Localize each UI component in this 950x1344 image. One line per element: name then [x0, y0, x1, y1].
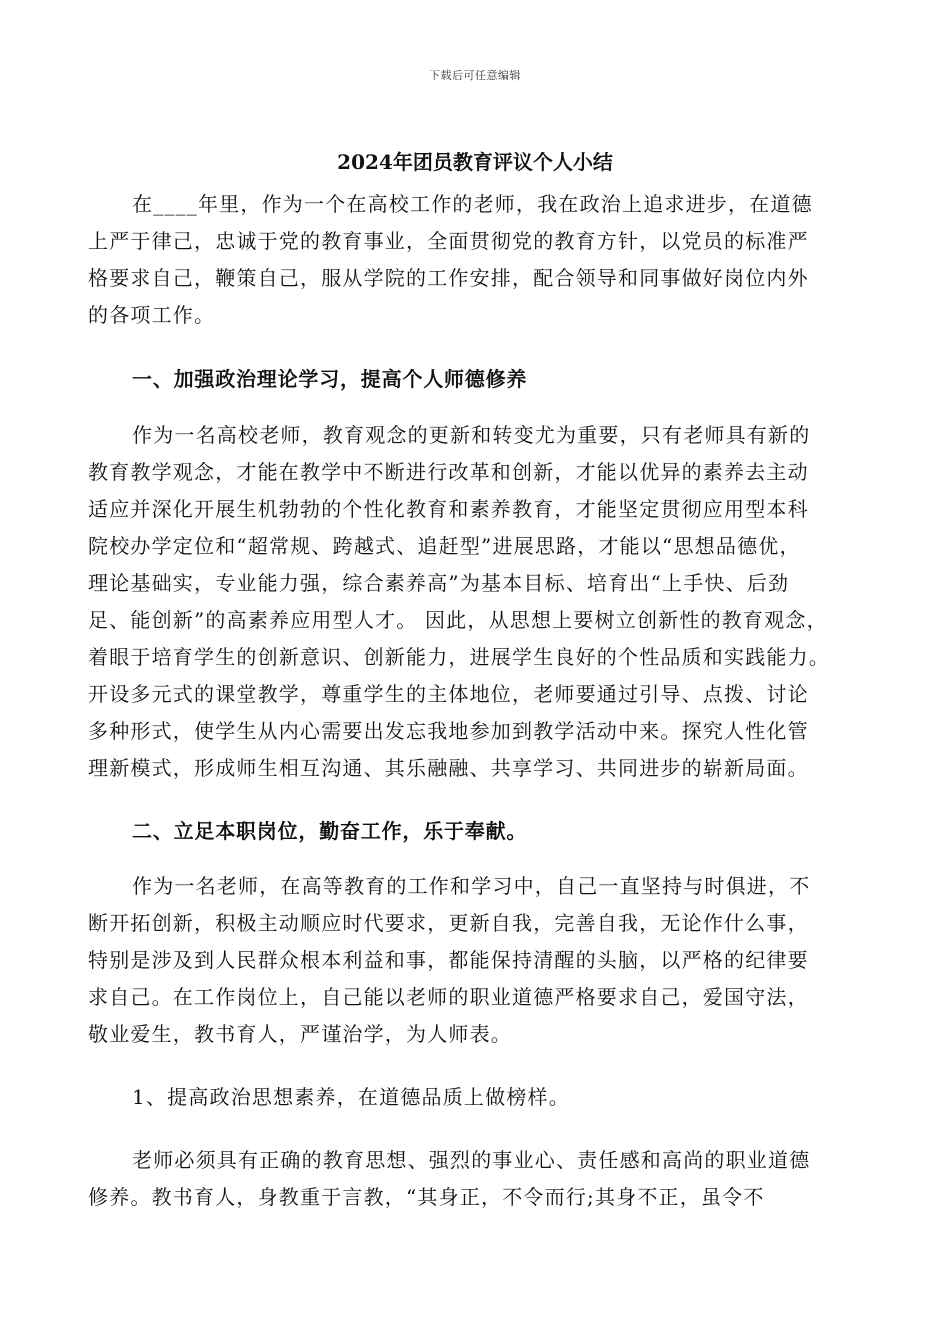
- paragraph-line: 开设多元式的课堂教学，尊重学生的主体地位，老师要通过引导、点拨、讨论: [88, 682, 809, 706]
- document-title: 2024年团员教育评议个人小结: [337, 150, 613, 174]
- document-body: [88, 168, 868, 1216]
- paragraph-line: 教育教学观念，才能在教学中不断进行改革和创新，才能以优异的素养去主动: [88, 460, 809, 484]
- paragraph-line: 作为一名老师，在高等教育的工作和学习中，自己一直坚持与时俱进，不: [132, 874, 811, 898]
- paragraph-line: 求自己。在工作岗位上，自己能以老师的职业道德严格要求自己，爱国守法，: [88, 985, 809, 1009]
- paragraph-line: 修养。教书育人，身教重于言教，“其身正，不令而行;其身不正，虽令不: [88, 1185, 765, 1209]
- paragraph-line: 适应并深化开展生机勃勃的个性化教育和素养教育，才能坚定贯彻应用型本科: [88, 497, 809, 521]
- section-heading-2: 二、立足本职岗位，勤奋工作，乐于奉献。: [132, 819, 528, 843]
- subsection-heading: 1、提高政治思想素养，在道德品质上做榜样。: [132, 1085, 570, 1109]
- paragraph-line: 作为一名高校老师，教育观念的更新和转变尤为重要，只有老师具有新的: [132, 423, 811, 447]
- paragraph-line: 格要求自己，鞭策自己，服从学院的工作安排，配合领导和同事做好岗位内外: [88, 266, 809, 290]
- paragraph-line: 着眼于培育学生的创新意识、创新能力，进展学生良好的个性品质和实践能力。: [88, 645, 830, 669]
- paragraph-line: 多种形式，使学生从内心需要出发忘我地参加到教学活动中来。探究人性化管: [88, 719, 809, 743]
- paragraph-line: 理论基础实，专业能力强，综合素养高”为基本目标、培育出“上手快、后劲: [88, 571, 790, 595]
- paragraph-line: 理新模式，形成师生相互沟通、其乐融融、共享学习、共同进步的崭新局面。: [88, 756, 809, 780]
- header-note: 下载后可任意编辑: [429, 69, 521, 82]
- paragraph-line: 老师必须具有正确的教育思想、强烈的事业心、责任感和高尚的职业道德: [132, 1148, 811, 1172]
- section-heading-1: 一、加强政治理论学习，提高个人师德修养: [132, 367, 528, 391]
- paragraph-line: 断开拓创新，积极主动顺应时代要求，更新自我，完善自我，无论作什么事，: [88, 911, 809, 935]
- paragraph-line: 足、能创新”的高素养应用型人才。 因此，从思想上要树立创新性的教育观念，: [88, 608, 828, 632]
- paragraph-line: 特别是涉及到人民群众根本利益和事，都能保持清醒的头脑，以严格的纪律要: [88, 948, 809, 972]
- paragraph-line: 院校办学定位和“超常规、跨越式、追赶型”进展思路，才能以“思想品德优，: [88, 534, 801, 558]
- paragraph-line: 上严于律己，忠诚于党的教育事业，全面贯彻党的教育方针，以党员的标准严: [88, 229, 809, 253]
- paragraph-line: 在____年里，作为一个在高校工作的老师，我在政治上追求进步，在道德: [132, 192, 813, 216]
- paragraph-line: 的各项工作。: [88, 303, 216, 327]
- paragraph-line: 敬业爱生，教书育人，严谨治学，为人师表。: [88, 1022, 512, 1046]
